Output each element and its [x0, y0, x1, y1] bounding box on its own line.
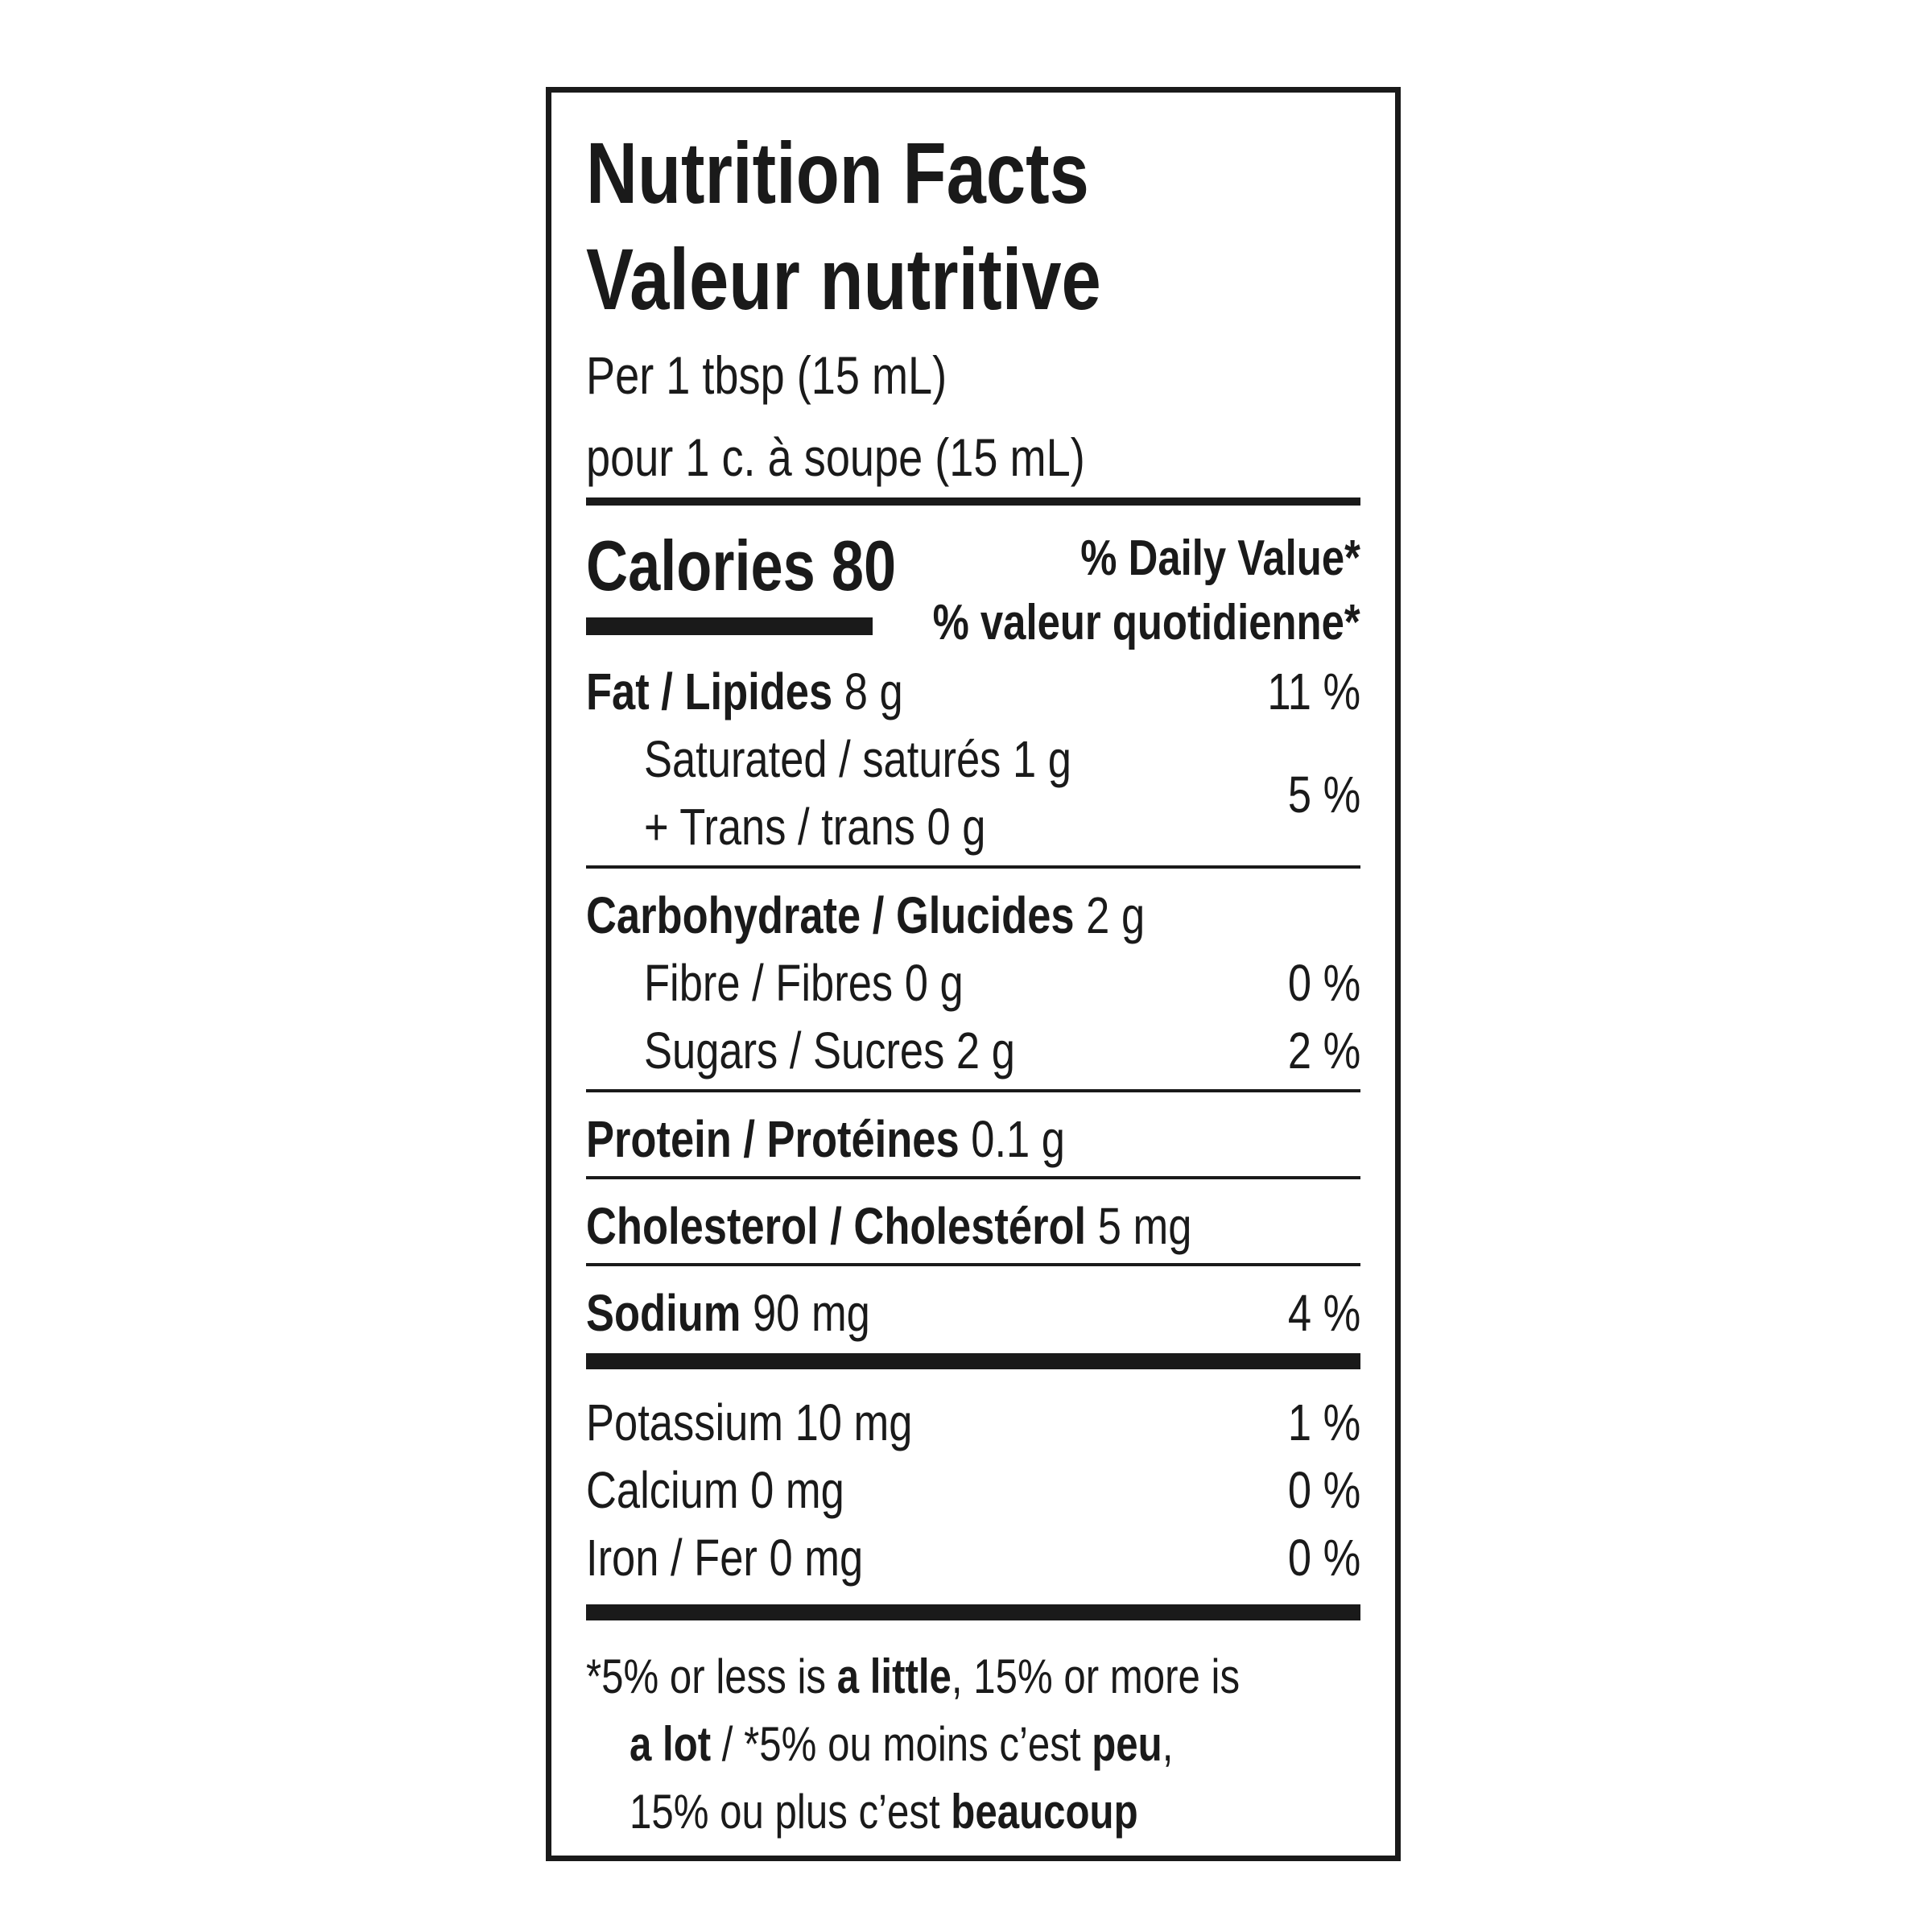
- potassium-row: Potassium 10 mg: [586, 1393, 913, 1451]
- calories-underline: [586, 617, 873, 635]
- fat-label: Fat / Lipides: [586, 663, 833, 720]
- footnote-line-1: [586, 1649, 1241, 1703]
- fat-row: [586, 663, 903, 720]
- footnote-line-2: [630, 1717, 1174, 1771]
- sugars-dv: 2 %: [1287, 1022, 1360, 1080]
- cholesterol-label: Cholesterol / Cholestérol: [586, 1197, 1087, 1255]
- fat-amount: 8 g: [844, 663, 903, 720]
- divider: [586, 1176, 1360, 1179]
- sugars-row: Sugars / Sucres 2 g: [644, 1022, 1015, 1080]
- sodium-label: Sodium: [586, 1284, 741, 1342]
- fat-dv: 11 %: [1267, 663, 1360, 720]
- footnote-emphasis: beaucoup: [951, 1785, 1138, 1839]
- footnote-text: 15% ou plus c’est: [630, 1785, 952, 1839]
- divider: [586, 1263, 1360, 1266]
- footnote-emphasis: a little: [836, 1649, 952, 1703]
- header-rule: [586, 497, 1360, 506]
- trans-row: + Trans / trans 0 g: [644, 798, 986, 856]
- iron-dv: 0 %: [1287, 1529, 1360, 1587]
- protein-amount: 0.1 g: [971, 1110, 1065, 1168]
- saturated-row: Saturated / saturés 1 g: [644, 730, 1071, 788]
- protein-row: [586, 1110, 1065, 1168]
- dv-header-fr: % valeur quotidienne*: [932, 595, 1360, 650]
- footnote-emphasis: a lot: [630, 1717, 712, 1771]
- thick-divider: [586, 1604, 1360, 1620]
- fibre-row: Fibre / Fibres 0 g: [644, 954, 964, 1012]
- footnote-line-3: [630, 1785, 1138, 1839]
- footnote-text: *5% or less is: [586, 1649, 837, 1703]
- title-fr: Valeur nutritive: [586, 230, 1101, 328]
- sodium-dv: 4 %: [1287, 1284, 1360, 1342]
- protein-label: Protein / Protéines: [586, 1110, 960, 1168]
- sodium-amount: 90 mg: [752, 1284, 870, 1342]
- divider: [586, 865, 1360, 869]
- calories-label: Calories: [586, 526, 815, 605]
- footnote-emphasis: peu: [1092, 1717, 1162, 1771]
- carbohydrate-row: [586, 886, 1146, 944]
- thick-divider: [586, 1353, 1360, 1369]
- calcium-dv: 0 %: [1287, 1461, 1360, 1519]
- iron-row: Iron / Fer 0 mg: [586, 1529, 864, 1587]
- sodium-row: [586, 1284, 870, 1342]
- footnote-text: / *5% ou moins c’est: [711, 1717, 1092, 1771]
- serving-size-en: Per 1 tbsp (15 mL): [586, 345, 947, 405]
- calories-value: 80: [831, 526, 897, 605]
- potassium-dv: 1 %: [1287, 1393, 1360, 1451]
- carbohydrate-label: Carbohydrate / Glucides: [586, 886, 1075, 944]
- title-en: Nutrition Facts: [586, 124, 1089, 221]
- nutrition-facts-table: [546, 87, 1401, 1861]
- footnote-text: , 15% or more is: [951, 1649, 1241, 1703]
- divider: [586, 1089, 1360, 1092]
- footnote-text: ,: [1162, 1717, 1174, 1771]
- dv-header-en: % Daily Value*: [1080, 530, 1360, 586]
- serving-size-fr: pour 1 c. à soupe (15 mL): [586, 427, 1085, 487]
- carbohydrate-amount: 2 g: [1086, 886, 1146, 944]
- cholesterol-amount: 5 mg: [1097, 1197, 1192, 1255]
- sat-trans-dv: 5 %: [1287, 766, 1360, 824]
- cholesterol-row: [586, 1197, 1192, 1255]
- calories-row: [586, 526, 897, 605]
- calcium-row: Calcium 0 mg: [586, 1461, 844, 1519]
- fibre-dv: 0 %: [1287, 954, 1360, 1012]
